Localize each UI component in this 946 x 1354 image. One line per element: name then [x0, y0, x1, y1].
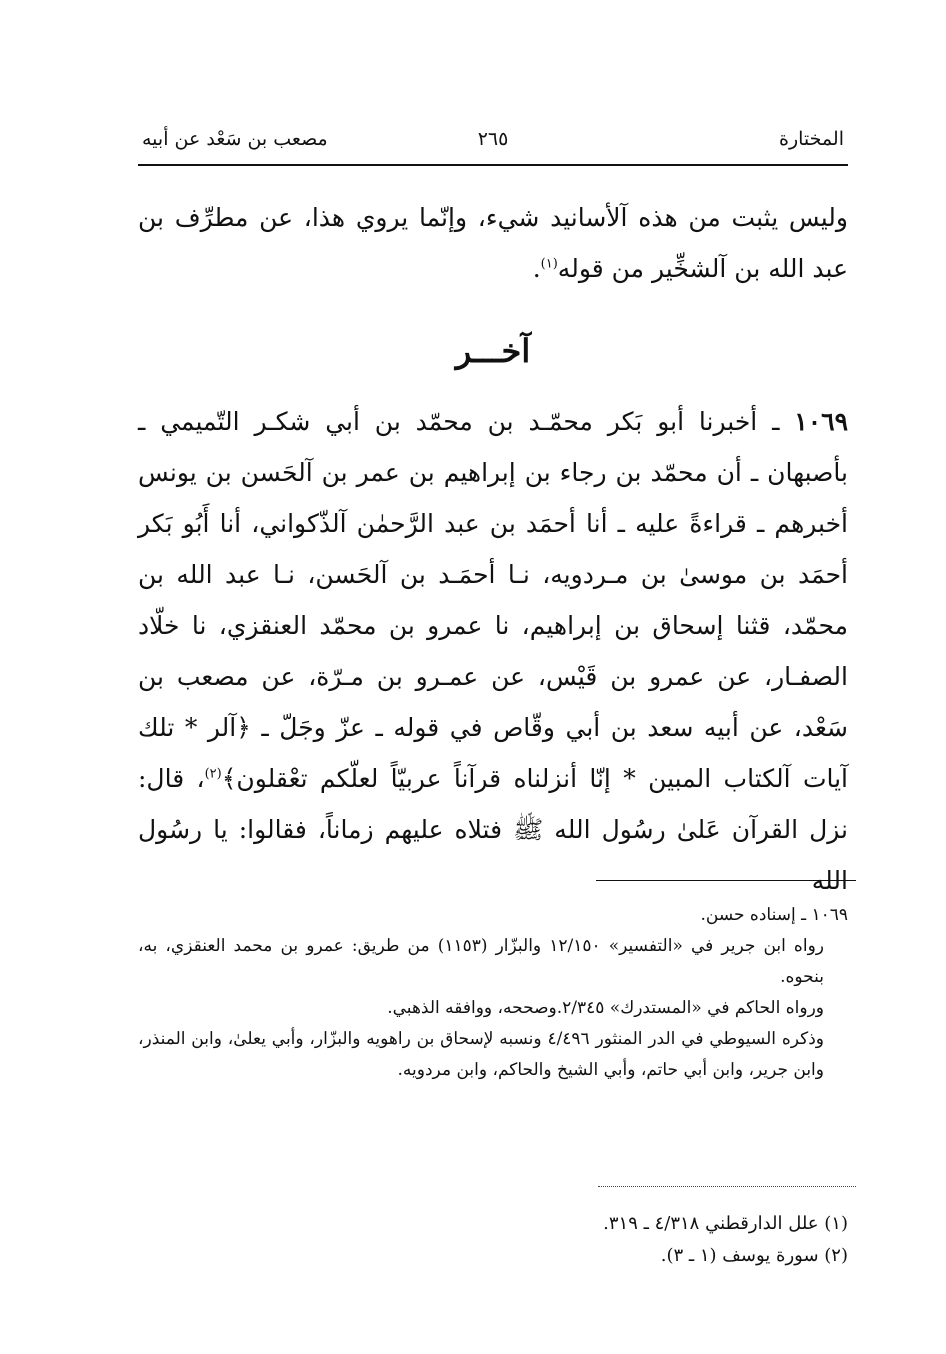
- hadith-text-part1: ـ أخبرنا أبو بَكر محمّـد بن محمّد بن أبي شكـر التّميمي ـ بأصبهان ـ أن محمّد بن رجاء بن إبراهيم بن عمر بن آلحَسن بن يونس أخبرهم ـ قراءةً عليه ـ أنا أحمَد بن عبد الرَّحمٰن آلذّكواني، أنا أَبُو بَكر أحمَد بن موسىٰ بن مـردويه، نـا أحمَـد بن آلحَسن، نـا عبد الله بن محمّد، قثنا إسحاق بن إبراهيم، نا عمرو بن محمّد العنقزي، نا خلّاد الصفـار، عن عمرو بن قَيْس، عن عمـرو بن مـرّة، عن مصعب بن سَعْد، عن أبيه سعد بن أبي وقّاص في قوله ـ عزّ وجَلّ ـ ﴿آلر * تلك آيات آلكتاب المبين * إنّا أنزلناه قرآناً عربيّاً لعلّكم تعْقلون﴾: [138, 407, 849, 793]
- section-heading: آخـــر: [455, 332, 531, 370]
- chapter-title: مصعب بن سَعْد عن أبيه: [142, 128, 328, 150]
- intro-paragraph: [138, 192, 848, 294]
- footnote-1: (١) علل الدارقطني ٤/٣١٨ ـ ٣١٩.: [603, 1213, 848, 1234]
- note-line-2: رواه ابن جرير في «التفسير» ١٢/١٥٠ والبزّار (١١٥٣) من طريق: عمرو بن محمد العنقزي، به، بنحوه.: [138, 936, 824, 987]
- intro-end: .: [532, 254, 541, 283]
- commentary-notes: [138, 900, 848, 1086]
- book-title: المختارة: [779, 128, 844, 150]
- note-line-1: ١٠٦٩ ـ إسناده حسن.: [700, 905, 848, 925]
- hadith-number: ١٠٦٩: [794, 407, 848, 436]
- running-header: [138, 124, 848, 158]
- intro-text: وليس يثبت من هذه آلأسانيد شيء، وإنّما يروي هذا، عن مطرِّف بن عبد الله بن آلشخِّير من قوله: [138, 203, 848, 283]
- footnotes-divider: [598, 1186, 856, 1187]
- footnote-2: (٢) سورة يوسف (١ ـ ٣).: [660, 1245, 848, 1266]
- notes-divider: [596, 880, 856, 881]
- footnote-marker-1: (١): [540, 256, 558, 272]
- page-number: ٢٦٥: [477, 128, 509, 150]
- note-line-4: وذكره السيوطي في الدر المنثور ٤/٤٩٦ ونسبه لإسحاق بن راهويه والبزّار، وأبي يعلىٰ، وابن المنذر، وابن جرير، وابن أبي حاتم، وأبي الشيخ والحاكم، وابن مردويه.: [138, 1029, 824, 1080]
- footnote-marker-2: (٢): [204, 766, 222, 782]
- hadith-paragraph: [138, 396, 848, 906]
- header-divider: [138, 164, 848, 166]
- footnotes: [138, 1208, 848, 1272]
- note-line-3: ورواه الحاكم في «المستدرك» ٢/٣٤٥.وصححه، ووافقه الذهبي.: [387, 998, 824, 1018]
- hadith-text-part2: ، قال: نزل القرآن عَلىٰ رسُول الله ﷺ فتلاه عليهم زماناً، فقالوا: يا رسُول الله: [138, 764, 848, 895]
